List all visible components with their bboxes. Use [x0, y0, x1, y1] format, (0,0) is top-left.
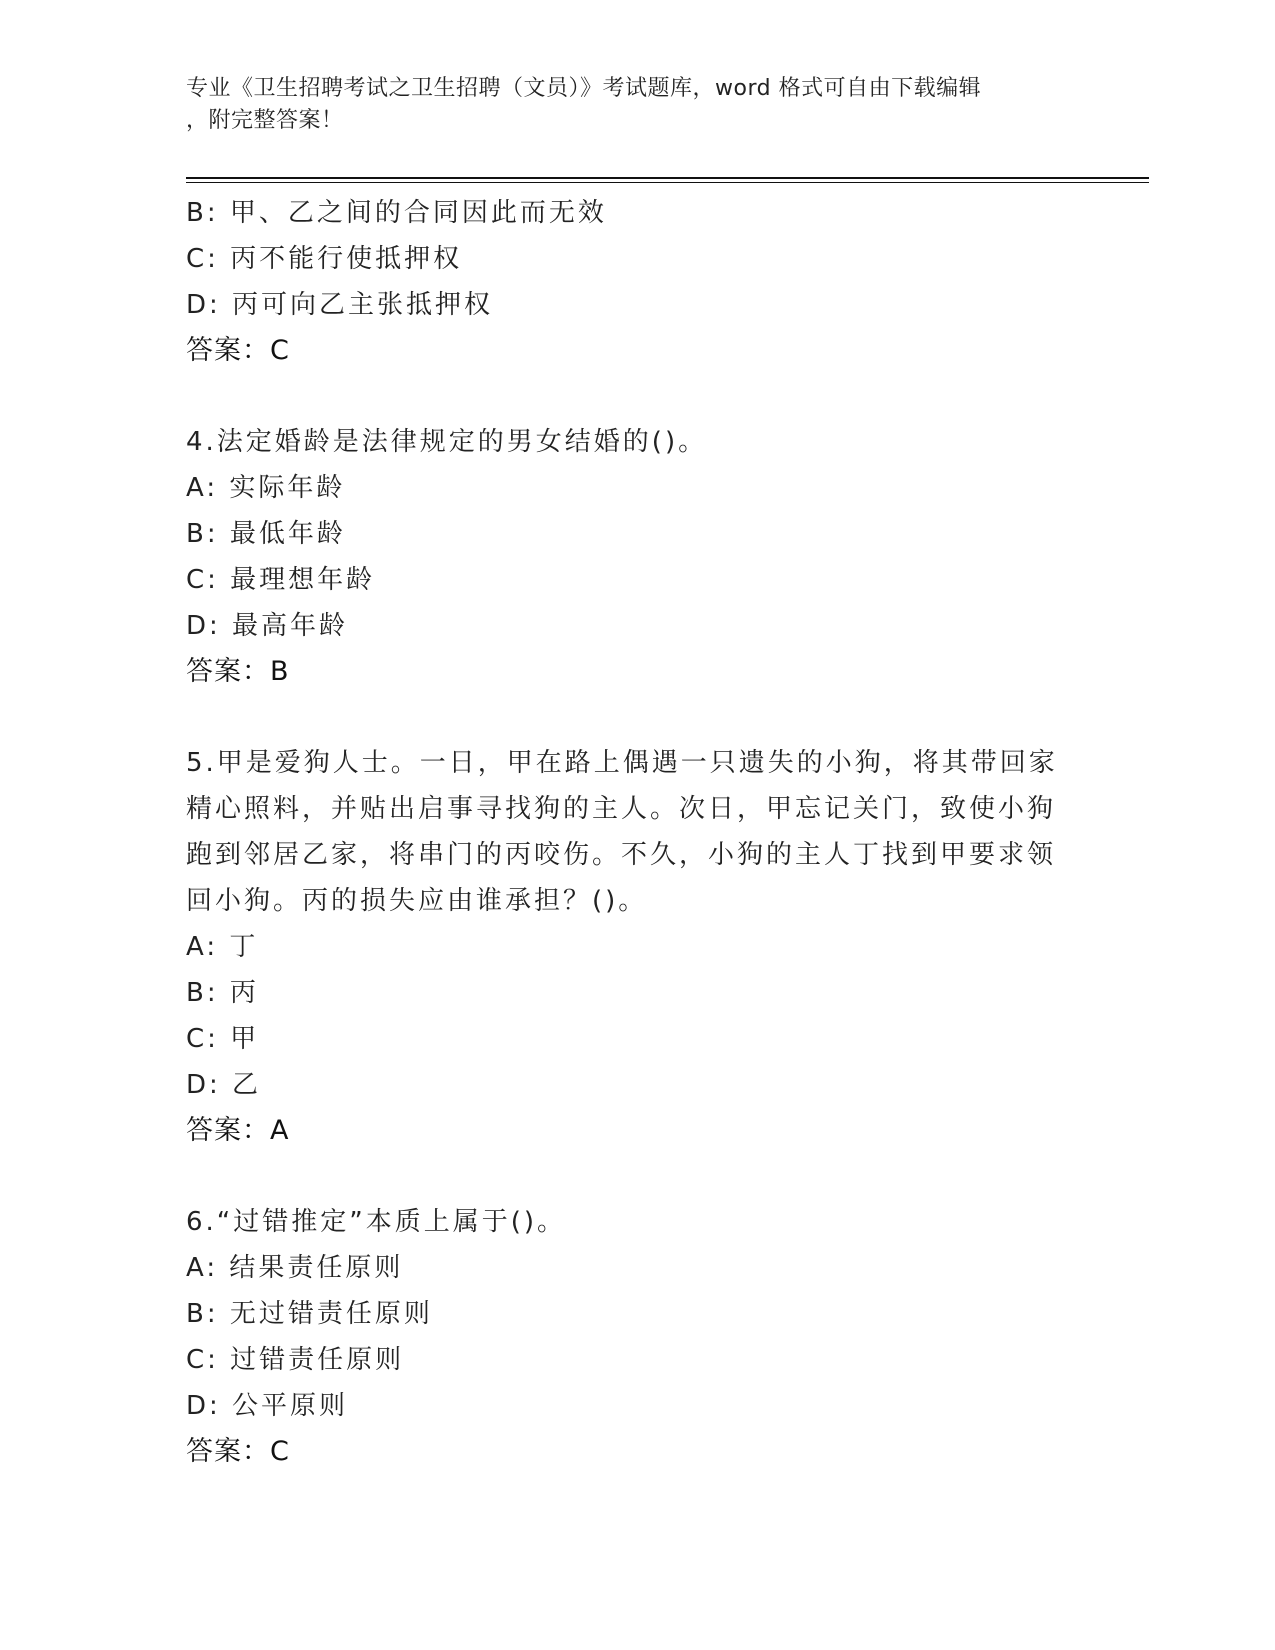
question-5: [186, 740, 1066, 1154]
option-a: A: 结果责任原则: [186, 1253, 404, 1283]
question-stem-line-3: 跑到邻居乙家，将串门的丙咬伤。不久，小狗的主人丁找到甲要求领: [186, 840, 1057, 870]
option-d: D: 乙: [186, 1070, 262, 1100]
question-list: [186, 190, 1066, 1475]
question-3-tail: [186, 190, 1066, 374]
header-rule-thin: [186, 182, 1149, 183]
header-line-1: 专业《卫生招聘考试之卫生招聘（文员）》考试题库，word 格式可自由下载编辑: [186, 76, 982, 101]
option-a: A: 丁: [186, 932, 259, 962]
answer: 答案：C: [186, 335, 290, 366]
option-a: A: 实际年龄: [186, 473, 346, 503]
option-d: D: 最高年龄: [186, 611, 349, 641]
answer: 答案：A: [186, 1115, 290, 1146]
document-header: [186, 73, 1066, 137]
option-b: B: 最低年龄: [186, 519, 346, 549]
option-b: B: 甲、乙之间的合同因此而无效: [186, 198, 607, 228]
question-4: [186, 419, 1066, 695]
option-c: C: 过错责任原则: [186, 1345, 405, 1375]
question-stem: 6.“过错推定”本质上属于()。: [186, 1207, 567, 1237]
option-d: D: 丙可向乙主张抵押权: [186, 290, 494, 320]
option-d: D: 公平原则: [186, 1391, 349, 1421]
answer: 答案：B: [186, 656, 290, 687]
option-b: B: 丙: [186, 978, 259, 1008]
question-stem: 4.法定婚龄是法律规定的男女结婚的()。: [186, 427, 708, 457]
answer: 答案：C: [186, 1436, 290, 1467]
header-rule-thick: [186, 177, 1149, 179]
question-stem-line-1: 5.甲是爱狗人士。一日，甲在路上偶遇一只遗失的小狗，将其带回家: [186, 748, 1058, 778]
option-c: C: 甲: [186, 1024, 260, 1054]
header-line-2: ，附完整答案！: [186, 108, 344, 133]
option-c: C: 最理想年龄: [186, 565, 376, 595]
option-b: B: 无过错责任原则: [186, 1299, 433, 1329]
option-c: C: 丙不能行使抵押权: [186, 244, 463, 274]
question-stem-line-4: 回小狗。丙的损失应由谁承担？()。: [186, 886, 648, 916]
question-6: [186, 1199, 1066, 1475]
question-stem-line-2: 精心照料，并贴出启事寻找狗的主人。次日，甲忘记关门，致使小狗: [186, 794, 1057, 824]
